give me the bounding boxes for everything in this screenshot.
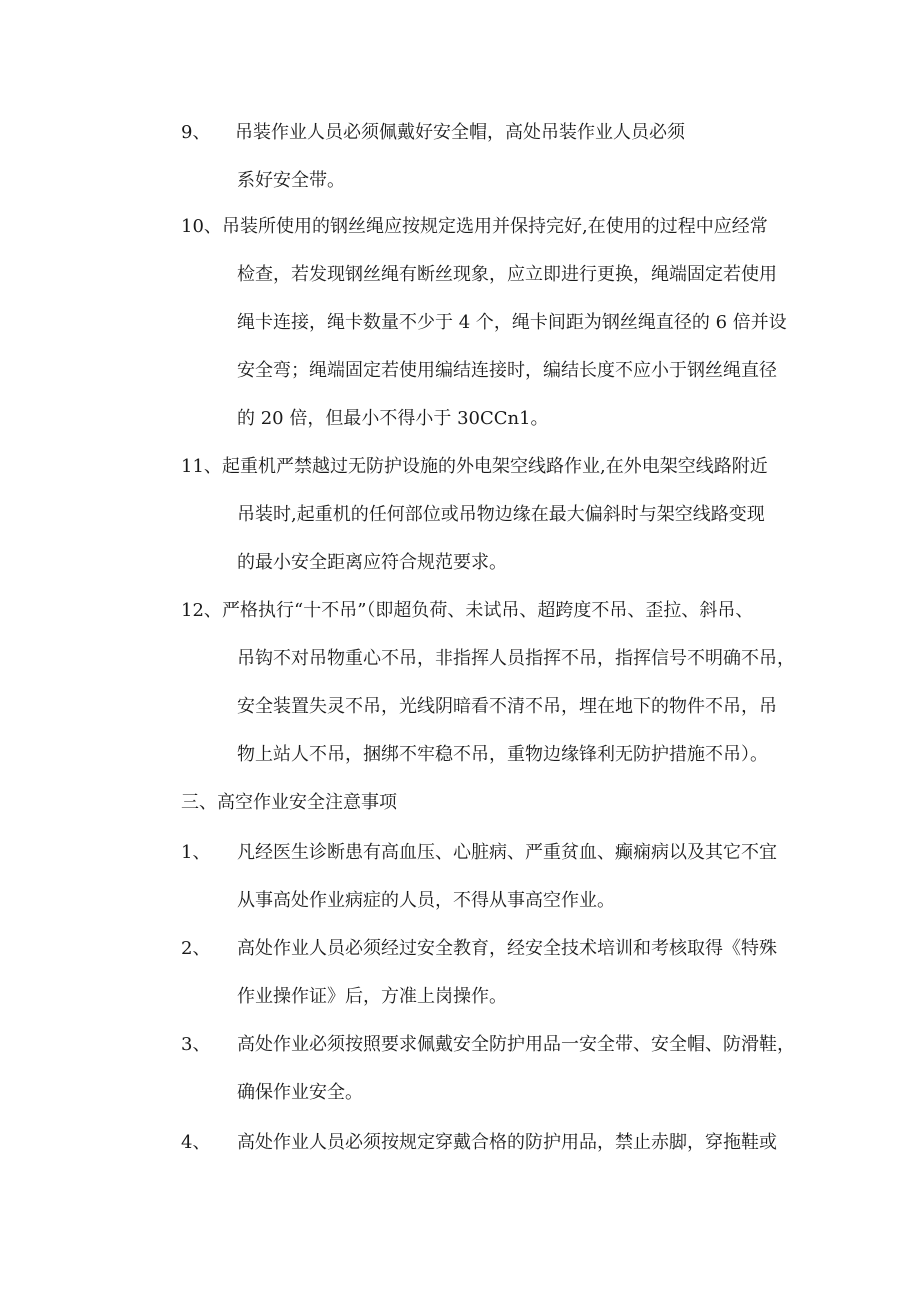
item-text-line: 安全装置失灵不吊，光线阴暗看不清不吊，埋在地下的物件不吊，吊 (237, 696, 777, 717)
item-number: 9、 (181, 122, 211, 143)
item-text-line: 检查，若发现钢丝绳有断丝现象，应立即进行更换，绳端固定若使用 (237, 264, 777, 285)
item-text-line: 吊装时,起重机的任何部位或吊物边缘在最大偏斜时与架空线路变现 (237, 504, 765, 525)
item-text-line: 吊钩不对吊物重心不吊，非指挥人员指挥不吊，指挥信号不明确不吊， (237, 648, 795, 669)
item-text-line: 吊装所使用的钢丝绳应按规定选用并保持完好,在使用的过程中应经常 (222, 216, 768, 237)
item-text-line: 高处作业人员必须经过安全教育，经安全技术培训和考核取得《特殊 (237, 938, 777, 959)
item-text-line: 系好安全带。 (237, 170, 345, 191)
item-text-line: 吊装作业人员必须佩戴好安全帽，高处吊装作业人员必须 (235, 122, 685, 143)
item-number: 4、 (181, 1132, 211, 1153)
item-text-line: 高处作业人员必须按规定穿戴合格的防护用品，禁止赤脚，穿拖鞋或 (237, 1132, 777, 1153)
item-number: 3、 (181, 1034, 211, 1055)
item-text-line: 确保作业安全。 (237, 1082, 363, 1103)
item-text-line: 的 20 倍，但最小不得小于 30CCn1。 (237, 408, 549, 429)
item-text-line: 从事高处作业病症的人员，不得从事高空作业。 (237, 890, 615, 911)
item-text-line: 安全弯；绳端固定若使用编结连接时，编结长度不应小于钢丝绳直径 (237, 360, 777, 381)
item-text-line: 起重机严禁越过无防护设施的外电架空线路作业,在外电架空线路附近 (222, 456, 768, 477)
item-number: 10、 (181, 216, 222, 237)
item-number: 2、 (181, 938, 211, 959)
item-text-line: 的最小安全距离应符合规范要求。 (237, 552, 507, 573)
section-heading: 三、高空作业安全注意事项 (181, 792, 397, 813)
item-number: 12、 (181, 600, 222, 621)
item-number: 11、 (181, 456, 222, 477)
item-text-line: 作业操作证》后，方准上岗操作。 (237, 986, 507, 1007)
item-text-line: 严格执行“十不吊”（即超负荷、未试吊、超跨度不吊、歪拉、斜吊、 (222, 600, 754, 621)
item-text-line: 凡经医生诊断患有高血压、心脏病、严重贫血、癫痫病以及其它不宜 (237, 842, 777, 863)
item-text-line: 物上站人不吊，捆绑不牢稳不吊，重物边缘锋利无防护措施不吊）。 (237, 744, 768, 765)
item-text-line: 绳卡连接，绳卡数量不少于 4 个，绳卡间距为钢丝绳直径的 6 倍并设 (237, 312, 787, 333)
item-text-line: 高处作业必须按照要求佩戴安全防护用品一安全带、安全帽、防滑鞋， (237, 1034, 795, 1055)
item-number: 1、 (181, 842, 211, 863)
